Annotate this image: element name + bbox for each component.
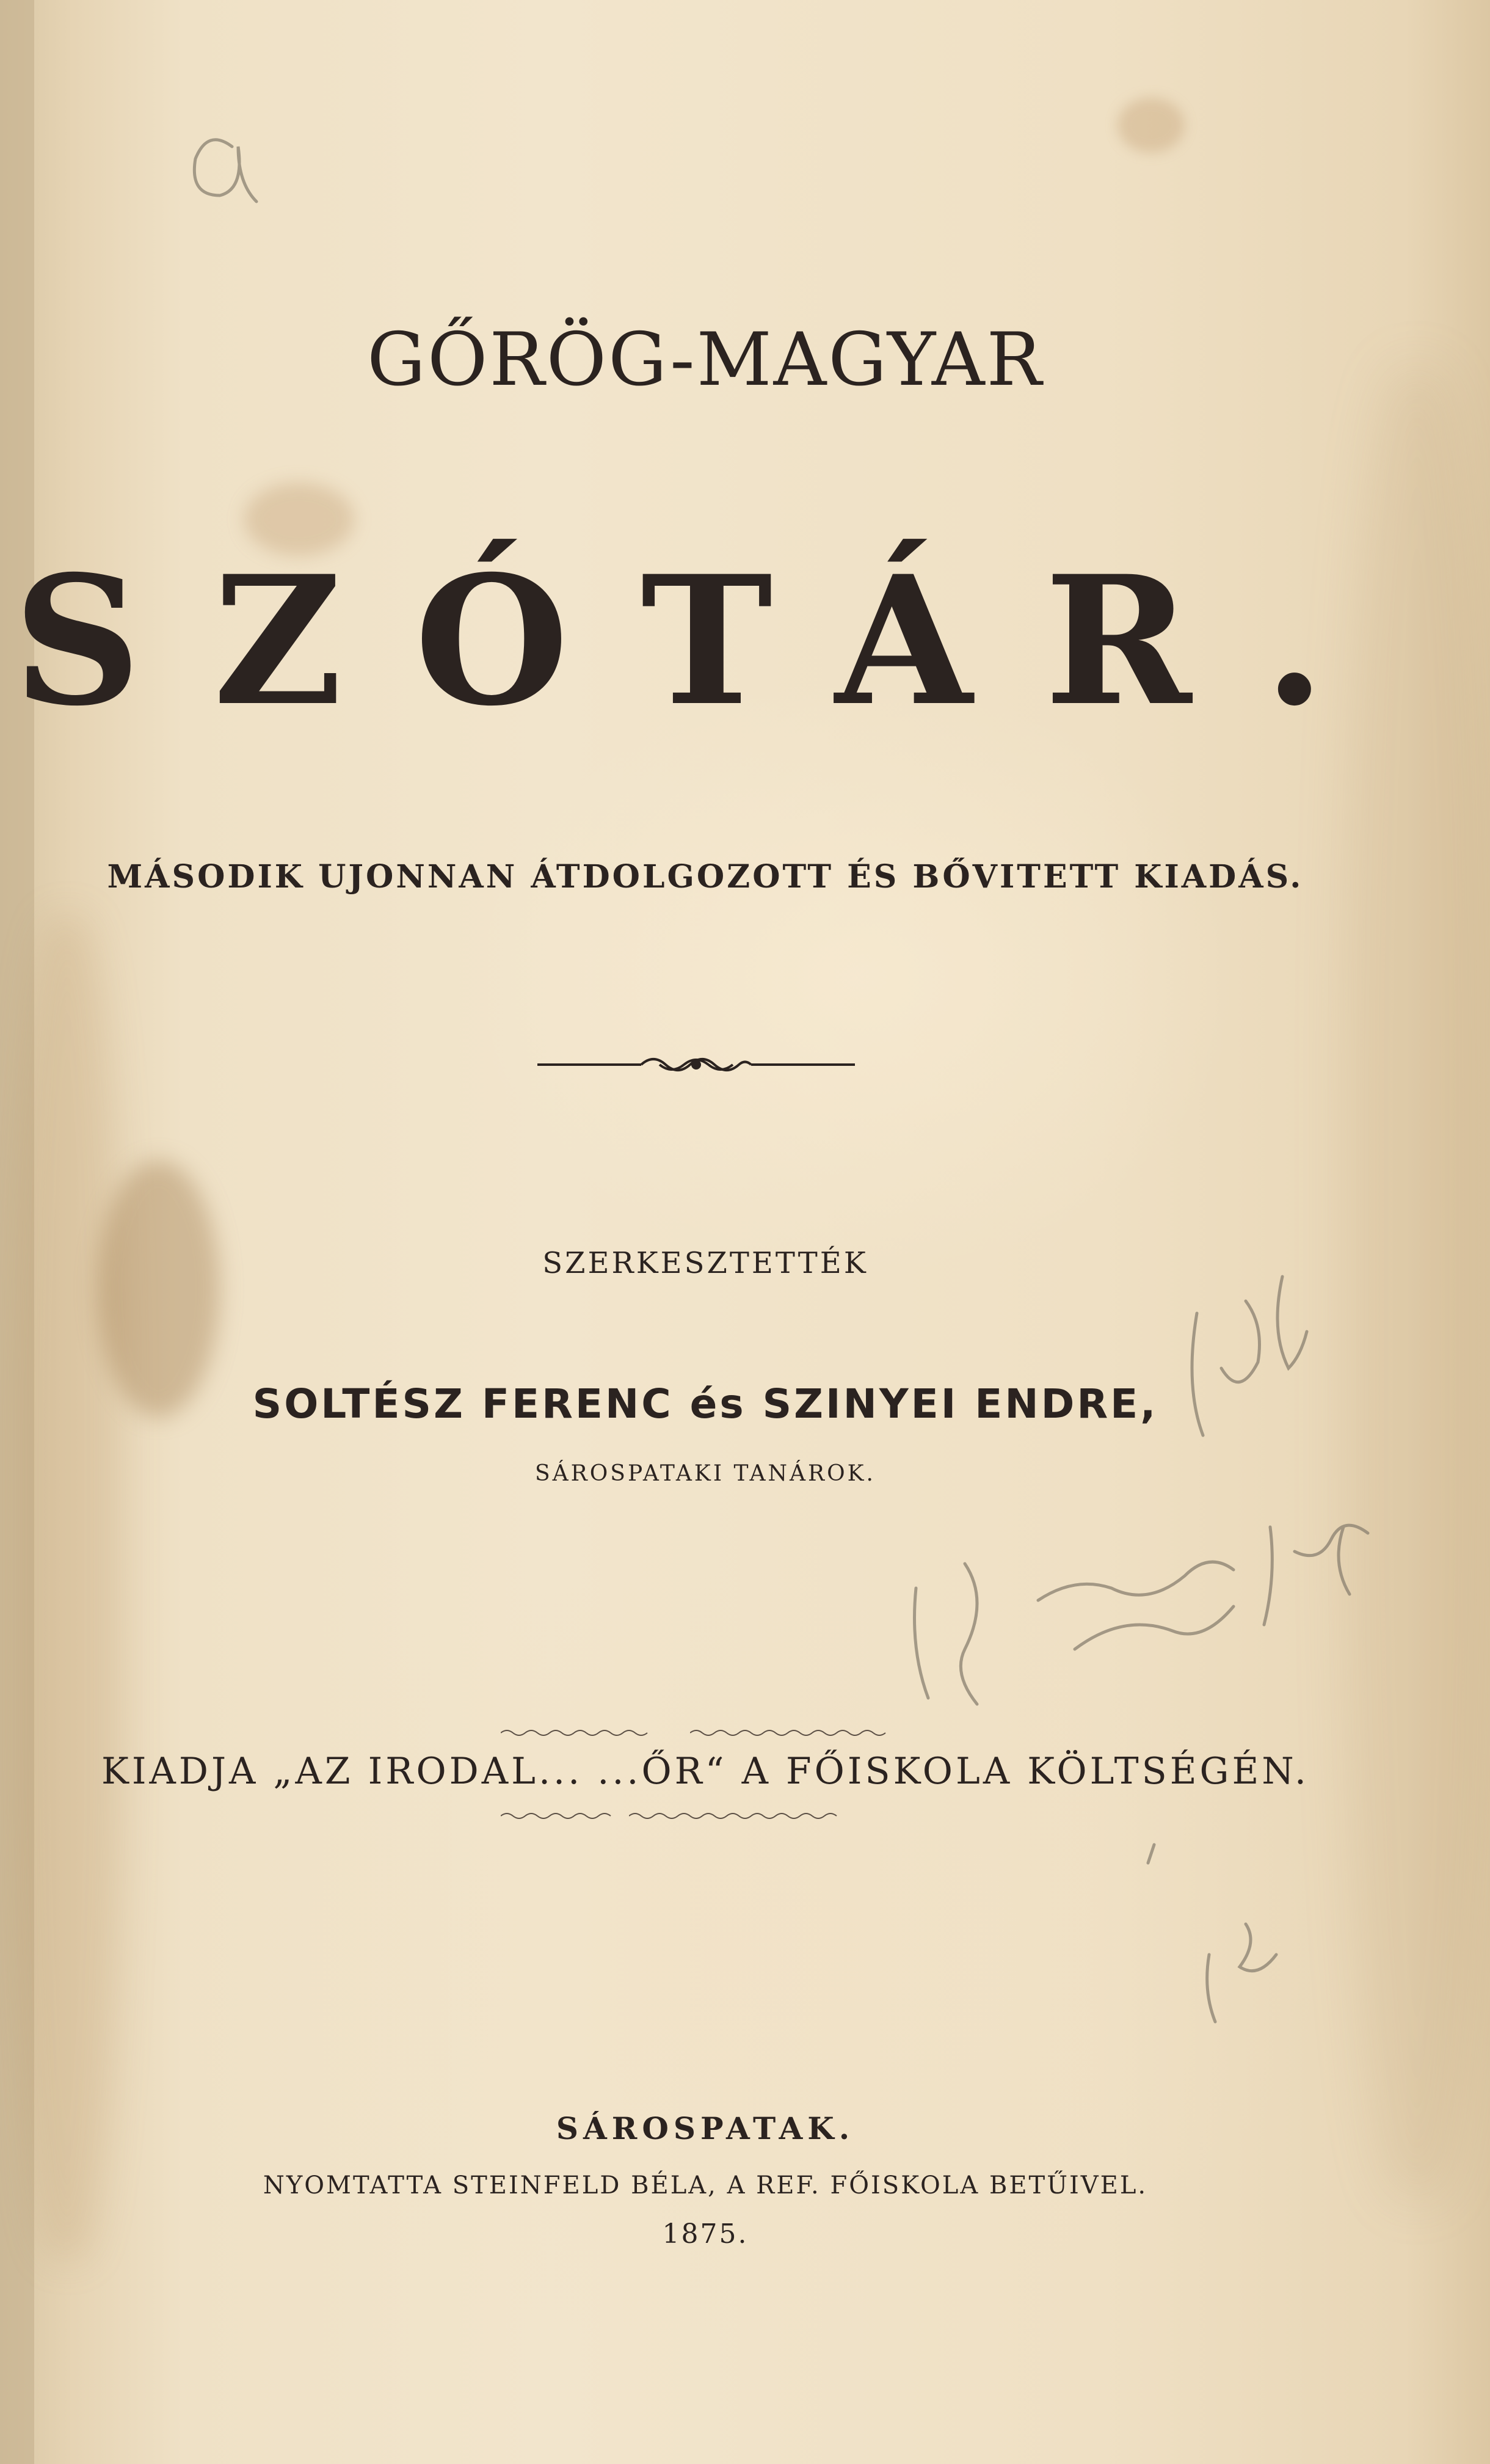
- title-line-1: GŐRÖG-MAGYAR: [367, 318, 1044, 403]
- authors-role: SÁROSPATAKI TANÁROK.: [535, 1461, 876, 1486]
- main-title: SZÓTÁR.: [13, 538, 1398, 745]
- wavy-rule-icon: [690, 1724, 959, 1742]
- wavy-rule-icon: [629, 1807, 898, 1825]
- imprint-year: 1875.: [662, 2218, 749, 2250]
- edited-by-label: SZERKESZTETTÉK: [542, 1246, 868, 1280]
- imprint-place: SÁROSPATAK.: [556, 2110, 855, 2146]
- edition-line: MÁSODIK UJONNAN ÁTDOLGOZOTT ÉS BŐVITETT KIADÁS.: [107, 858, 1304, 895]
- publisher-line: KIADJA „AZ IRODAL... ...ŐR“ A FŐISKOLA KÖLTSÉGÉN.: [101, 1750, 1309, 1793]
- imprint-printer: NYOMTATTA STEINFELD BÉLA, A REF. FŐISKOLA BETŰIVEL.: [263, 2171, 1148, 2200]
- ornament-rule-icon: [537, 1048, 855, 1082]
- authors-line: SOLTÉSZ FERENC és SZINYEI ENDRE,: [252, 1380, 1158, 1427]
